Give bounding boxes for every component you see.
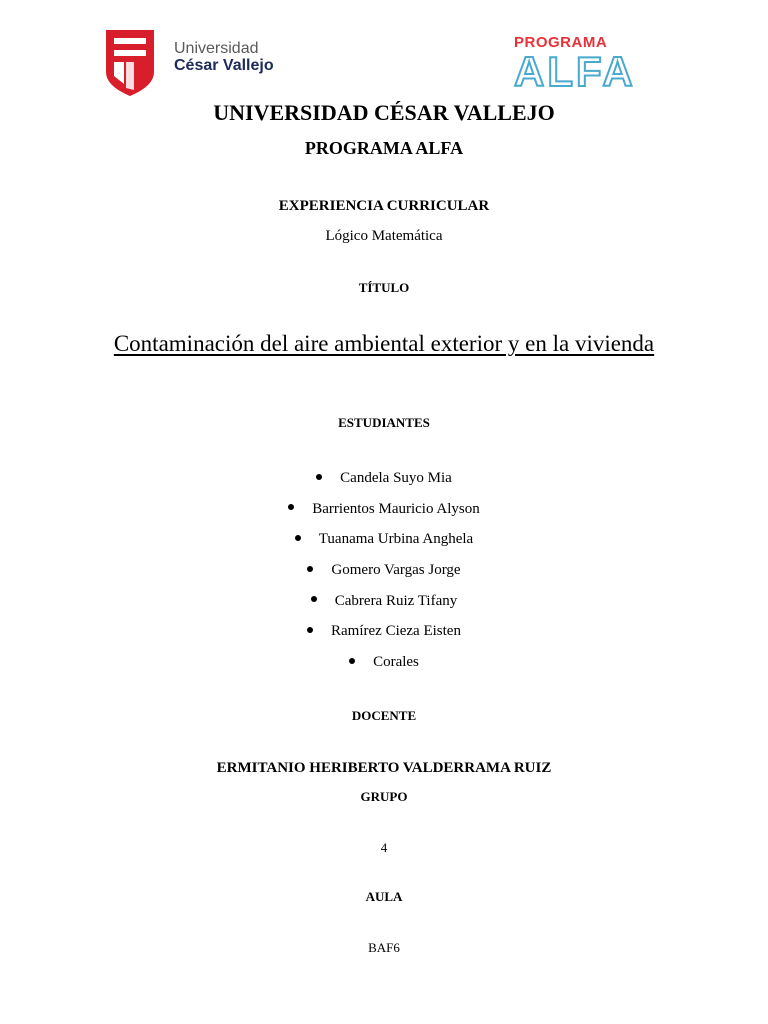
- list-item: [0, 463, 768, 494]
- alfa-logo-word: ALFA: [514, 48, 636, 95]
- list-item: [0, 555, 768, 586]
- document-title-text: Contaminación del aire ambiental exterior y en la vivienda: [113, 331, 655, 356]
- teacher-heading: DOCENTE: [351, 708, 417, 723]
- group-value: 4: [380, 840, 388, 855]
- bullet-icon: [349, 658, 355, 664]
- alfa-logo: [512, 34, 642, 98]
- document-title: [0, 331, 768, 357]
- teacher-name: ERMITANIO HERIBERTO VALDERRAMA RUIZ: [216, 760, 552, 776]
- bullet-icon: [307, 627, 313, 633]
- student-name: Barrientos Mauricio Alyson: [312, 500, 480, 517]
- ucv-logo-line1: Universidad: [174, 40, 259, 57]
- classroom-value: BAF6: [368, 940, 400, 955]
- course-name: Lógico Matemática: [325, 228, 443, 244]
- program-name: PROGRAMA ALFA: [304, 138, 464, 158]
- student-name: Candela Suyo Mia: [340, 470, 452, 486]
- title-heading: TÍTULO: [358, 280, 410, 295]
- classroom-heading: AULA: [365, 889, 403, 904]
- ucv-logo: [104, 28, 279, 100]
- bullet-icon: [307, 566, 313, 572]
- ucv-shield-icon: [104, 28, 156, 98]
- list-item: [0, 586, 768, 617]
- ucv-logo-line2: César Vallejo: [174, 57, 274, 74]
- university-name: UNIVERSIDAD CÉSAR VALLEJO: [213, 100, 555, 125]
- bullet-icon: [295, 535, 301, 541]
- student-name: Cabrera Ruiz Tifany: [334, 592, 458, 609]
- course-heading: EXPERIENCIA CURRICULAR: [278, 198, 490, 214]
- bullet-icon: [288, 504, 294, 510]
- list-item: [0, 524, 768, 555]
- bullet-icon: [311, 596, 317, 602]
- student-name: Ramírez Cieza Eisten: [331, 623, 461, 640]
- alfa-logo-top: PROGRAMA: [514, 34, 608, 51]
- students-list: [0, 463, 768, 678]
- group-heading: GRUPO: [360, 789, 408, 804]
- student-name: Tuanama Urbina Anghela: [318, 531, 474, 548]
- students-heading: ESTUDIANTES: [338, 415, 430, 430]
- list-item: [0, 494, 768, 525]
- student-name: Gomero Vargas Jorge: [331, 562, 461, 579]
- student-name: Corales: [373, 654, 419, 671]
- list-item: [0, 616, 768, 647]
- list-item: [0, 647, 768, 678]
- bullet-icon: [316, 474, 322, 480]
